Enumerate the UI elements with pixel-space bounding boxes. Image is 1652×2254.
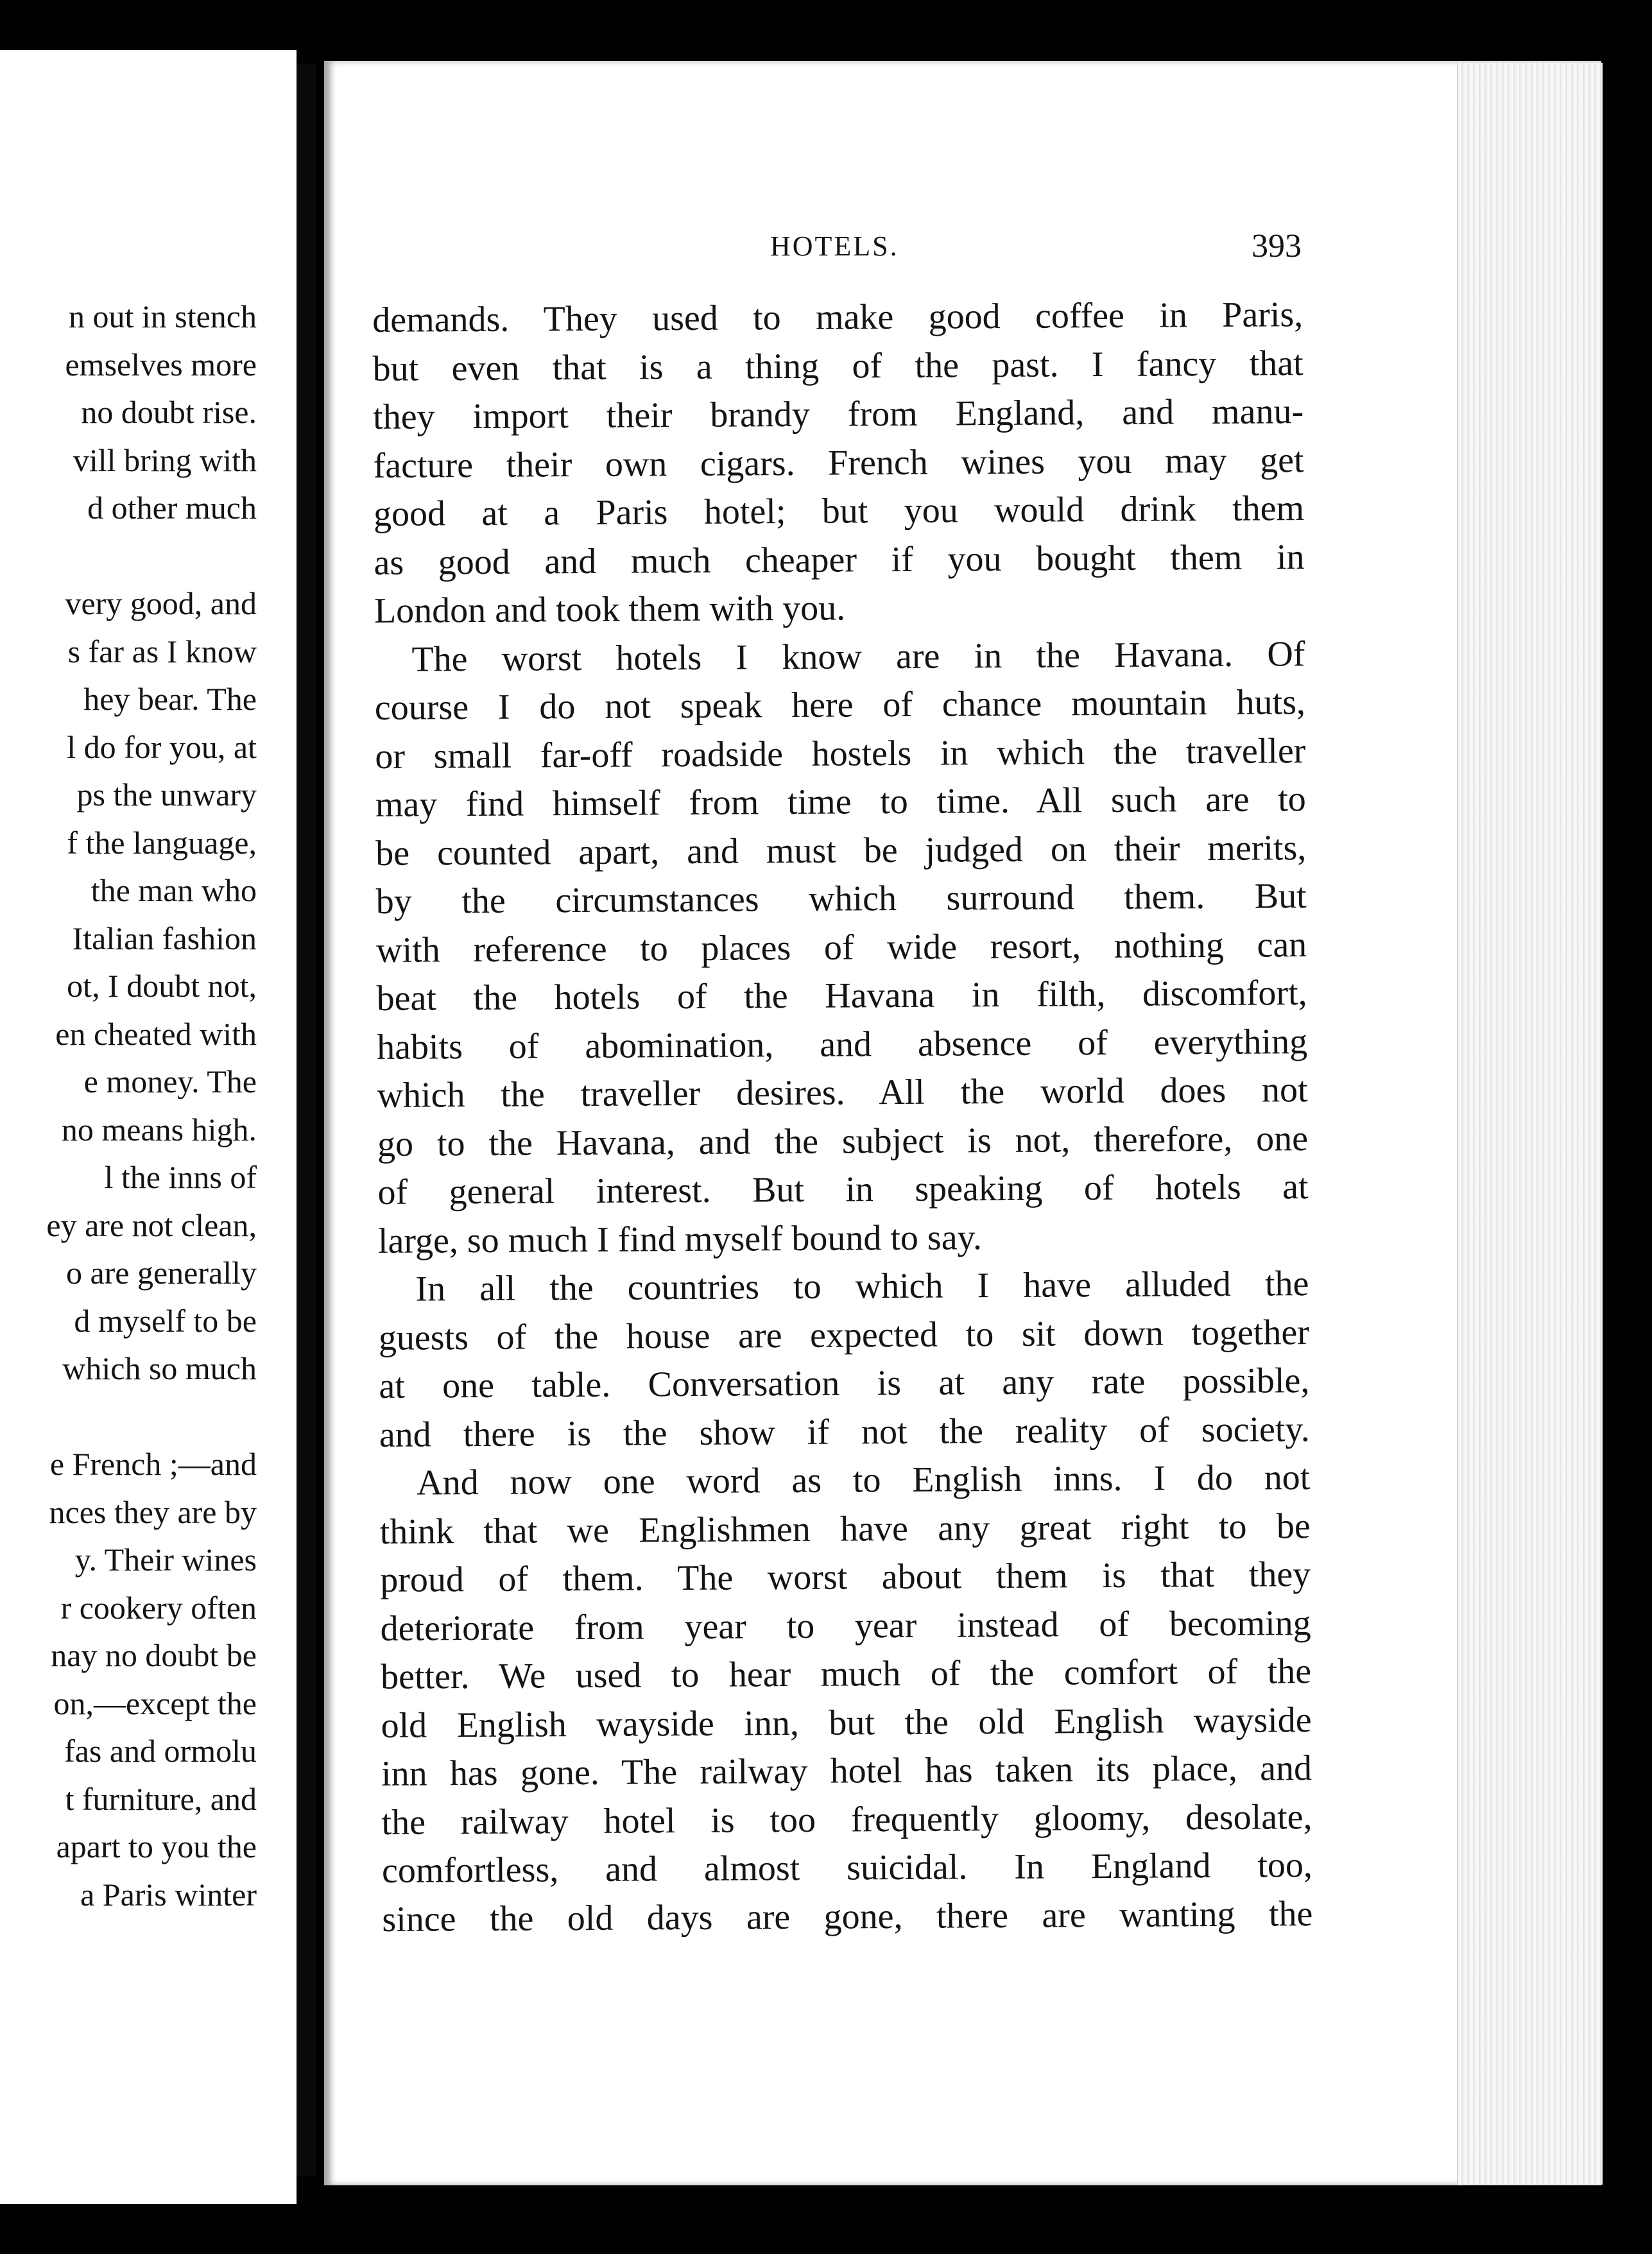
left-page-line: y. Their wines [74, 1542, 257, 1578]
body-line: beat the hotels of the Havana in filth, discomfort, [376, 973, 1307, 1019]
body-line: The worst hotels I know are in the Havana. Of [411, 633, 1305, 680]
left-page-line: s far as I know [67, 633, 257, 669]
left-page-line: o are generally [65, 1255, 257, 1291]
body-line: And now one word as to English inns. I do not [417, 1458, 1311, 1503]
body-line: at one table. Conversation is at any rate possible, [379, 1361, 1310, 1406]
body-line: habits of abomination, and absence of everything [376, 1021, 1308, 1067]
left-page-line: ot, I doubt not, [67, 968, 257, 1004]
left-page-line: hey bear. The [83, 681, 257, 717]
body-line: go to the Havana, and the subject is not, therefore, one [377, 1118, 1309, 1164]
left-page-line: e money. The [83, 1063, 257, 1099]
body-line: facture their own cigars. French wines you may get [373, 440, 1304, 486]
left-page-line: l do for you, at [67, 728, 257, 765]
left-page-line: apart to you the [56, 1828, 257, 1864]
body-line: proud of them. The worst about them is that they [380, 1554, 1311, 1600]
body-line: be counted apart, and must be judged on their merits, [375, 827, 1307, 873]
left-page-line: f the language, [67, 824, 257, 861]
body-line: by the circumstances which surround them. But [375, 876, 1307, 922]
body-line: since the old days are gone, there are wanting the [382, 1893, 1313, 1940]
left-page-line: ps the unwary [76, 777, 257, 813]
left-page-line: emselves more [65, 346, 257, 383]
body-line: large, so much I find myself bound to say. [377, 1217, 983, 1261]
left-page-line: no means high. [61, 1111, 257, 1148]
body-line: as good and much cheaper if you bought them in [374, 537, 1305, 583]
left-page-line: n out in stench [68, 298, 257, 334]
left-page-text [0, 293, 257, 1918]
left-page [0, 50, 297, 2204]
left-page-line: nay no doubt be [51, 1637, 257, 1673]
body-line: or small far-off roadside hostels in which the traveller [375, 730, 1306, 777]
body-text [372, 291, 1313, 1944]
body-line: demands. They used to make good coffee in Paris, [372, 295, 1304, 340]
body-line: London and took them with you. [374, 588, 846, 631]
body-line: inn has gone. The railway hotel has taken its place, and [381, 1748, 1312, 1794]
page-edges [1457, 63, 1603, 2185]
body-line: they import their brandy from England, and manu- [372, 391, 1304, 437]
left-page-line: e French ;—and [49, 1446, 257, 1482]
body-line: old English wayside inn, but the old English wayside [381, 1699, 1312, 1746]
left-page-line: fas and ormolu [64, 1733, 257, 1769]
left-page-line: l the inns of [104, 1159, 257, 1195]
body-line: good at a Paris hotel; but you would drink them [373, 488, 1305, 534]
body-line: deteriorate from year to year instead of becoming [380, 1603, 1311, 1649]
body-line: think that we Englishmen have any great right to be [379, 1506, 1311, 1552]
page-number: 393 [1252, 228, 1302, 264]
body-line: and there is the show if not the reality of society. [379, 1409, 1310, 1455]
body-line: the railway hotel is too frequently gloomy, desolate, [381, 1796, 1312, 1843]
body-line: In all the countries to which I have alluded the [415, 1264, 1309, 1309]
left-page-line: a Paris winter [80, 1876, 257, 1913]
body-line: guests of the house are expected to sit down together [378, 1312, 1310, 1358]
gutter-shadow [297, 64, 316, 2176]
running-head: HOTELS. [770, 230, 899, 262]
body-line: course I do not speak here of chance mountain huts, [374, 682, 1306, 728]
left-page-line: very good, and [65, 585, 257, 621]
body-line: with reference to places of wide resort, nothing can [376, 924, 1307, 970]
left-page-line: d myself to be [74, 1302, 257, 1339]
left-page-line: ey are not clean, [46, 1207, 257, 1243]
body-line: but even that is a thing of the past. I fancy that [372, 343, 1304, 389]
left-page-line: no doubt rise. [81, 394, 257, 430]
left-page-line: vill bring with [73, 442, 257, 478]
body-line: may find himself from time to time. All such are to [375, 779, 1307, 825]
left-page-line: r cookery often [60, 1589, 257, 1626]
left-page-line: on,—except the [53, 1685, 257, 1721]
left-page-line: Italian fashion [72, 920, 257, 956]
left-page-line: t furniture, and [65, 1780, 257, 1817]
left-page-line [0, 532, 257, 580]
body-line: comfortless, and almost suicidal. In England too, [381, 1845, 1313, 1891]
body-line: of general interest. But in speaking of hotels at [377, 1167, 1309, 1212]
body-line: which the traveller desires. All the world does not [377, 1070, 1308, 1115]
left-page-line: which so much [62, 1350, 257, 1386]
left-page-line: d other much [87, 490, 257, 526]
left-page-line [0, 1393, 257, 1441]
left-page-line: en cheated with [55, 1015, 257, 1052]
left-page-line: the man who [90, 872, 257, 908]
body-line: better. We used to hear much of the comfort of the [380, 1651, 1312, 1697]
left-page-line: nces they are by [49, 1493, 257, 1530]
